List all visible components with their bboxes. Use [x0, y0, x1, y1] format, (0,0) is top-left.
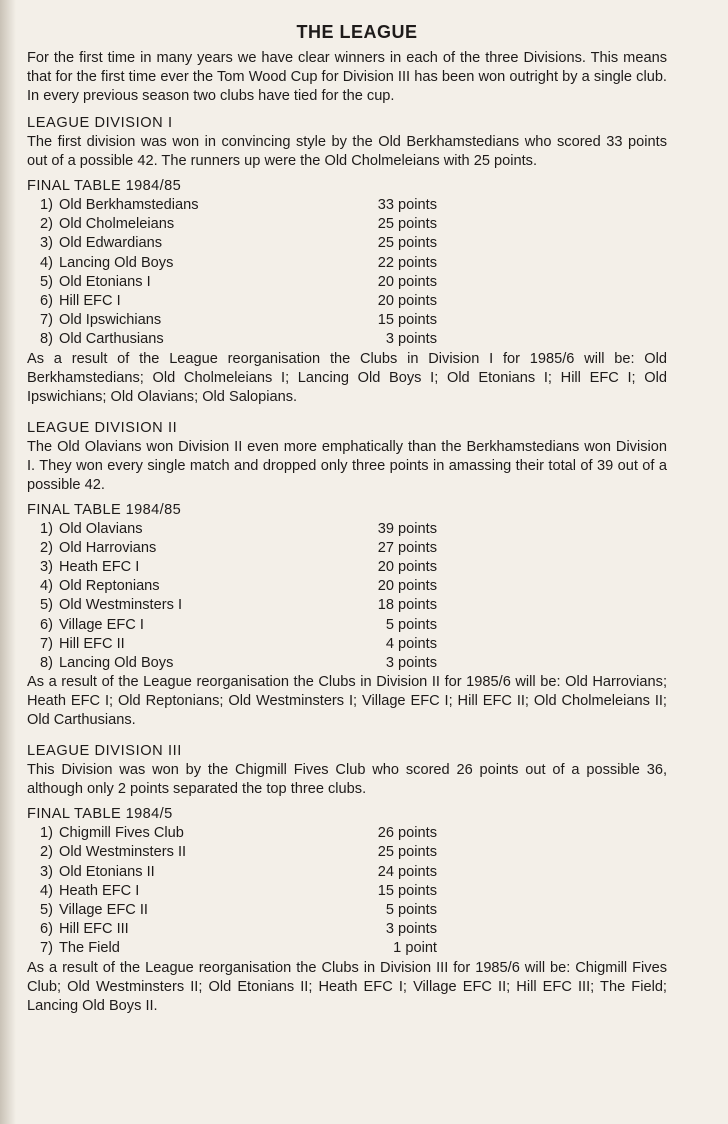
table-row [27, 196, 437, 215]
table-position: 4) [40, 882, 53, 899]
table-club: Hill EFC III [59, 921, 129, 938]
table-club: Old Etonians II [59, 863, 155, 880]
table-row [27, 843, 437, 862]
table-points: 5 points [385, 902, 437, 919]
table-points: 18 points [377, 597, 437, 614]
division-3-section [27, 742, 667, 1015]
table-points: 1 point [393, 940, 437, 957]
table-points: 20 points [377, 293, 437, 310]
table-row [27, 577, 437, 596]
table-club: Old Etonians I [59, 273, 151, 290]
table-points: 25 points [377, 235, 437, 252]
table-points: 5 points [385, 616, 437, 633]
table-position: 8) [40, 655, 53, 672]
division-summary: The Old Olavians won Division II even more emphatically than the Berkhamstedians won Division I. They won every single match and dropped only three points in amassing their total of 39 out of a possible 42. [27, 438, 667, 493]
table-club: Old Berkhamstedians [59, 197, 199, 213]
table-club: Hill EFC I [59, 293, 121, 310]
table-row [27, 616, 437, 635]
final-table [27, 824, 437, 958]
table-club: Hill EFC II [59, 635, 125, 652]
final-table [27, 520, 437, 674]
table-position: 7) [40, 312, 53, 329]
table-row [27, 901, 437, 920]
table-position: 3) [40, 863, 53, 880]
table-club: Old Westminsters II [59, 844, 187, 861]
table-position: 4) [40, 578, 53, 595]
table-club: Old Cholmeleians [59, 216, 175, 233]
table-position: 3) [40, 235, 53, 252]
table-club: Old Olavians [59, 520, 143, 537]
table-club: Chigmill Fives Club [59, 825, 184, 842]
table-club: Village EFC I [59, 616, 144, 633]
page-title: THE LEAGUE [296, 22, 418, 42]
division-heading: LEAGUE DIVISION III [27, 743, 182, 760]
reorganisation-paragraph: As a result of the League reorganisation the Clubs in Division III for 1985/6 will be: Chigmill Fives Club; Old Westminsters II; Old Etonians II; Heath EFC I; Village EFC II; Hill EFC III; The Field; Lancing Old Boys II. [27, 959, 667, 1014]
table-position: 1) [40, 197, 53, 213]
table-points: 3 points [385, 921, 437, 938]
table-points: 22 points [377, 254, 437, 271]
table-club: Heath EFC I [59, 559, 140, 576]
table-row [27, 520, 437, 539]
table-points: 3 points [385, 331, 437, 348]
table-row [27, 863, 437, 882]
table-position: 1) [40, 825, 53, 842]
table-row [27, 254, 437, 273]
reorganisation-paragraph: As a result of the League reorganisation the Clubs in Division II for 1985/6 will be: Old Harrovians; Heath EFC I; Old Reptonians; Old Westminsters I; Village EFC I; Hill EFC II; Old Cholmeleians II; Old Carthusians. [27, 674, 667, 729]
table-points: 25 points [377, 844, 437, 861]
table-row [27, 234, 437, 253]
table-position: 2) [40, 216, 53, 233]
table-points: 26 points [377, 825, 437, 842]
table-position: 2) [40, 539, 53, 556]
table-row [27, 920, 437, 939]
table-club: Village EFC II [59, 902, 148, 919]
table-points: 20 points [377, 273, 437, 290]
table-row [27, 635, 437, 654]
table-row [27, 654, 437, 673]
table-row [27, 539, 437, 558]
table-row [27, 330, 437, 349]
table-points: 24 points [377, 863, 437, 880]
table-points: 4 points [385, 635, 437, 652]
table-club: Old Ipswichians [59, 312, 162, 329]
table-points: 15 points [377, 882, 437, 899]
table-club: Old Reptonians [59, 578, 160, 595]
table-club: Old Westminsters I [59, 597, 182, 614]
table-row [27, 311, 437, 330]
table-position: 8) [40, 331, 53, 348]
table-row [27, 292, 437, 311]
table-position: 3) [40, 559, 53, 576]
reorganisation-paragraph: As a result of the League reorganisation the Clubs in Division I for 1985/6 will be: Old Berkhamstedians; Old Cholmeleians I; Lancing Old Boys I; Old Etonians I; Hill EFC I; Old Ipswichians; Old Olavians; Old Salopians. [27, 350, 667, 405]
table-position: 5) [40, 902, 53, 919]
table-position: 1) [40, 520, 53, 537]
table-position: 5) [40, 273, 53, 290]
table-position: 6) [40, 921, 53, 938]
table-club: Heath EFC I [59, 882, 140, 899]
article [27, 22, 667, 1016]
division-heading: LEAGUE DIVISION I [27, 115, 173, 131]
table-position: 4) [40, 254, 53, 271]
final-table-title: FINAL TABLE 1984/85 [27, 501, 182, 518]
division-2-section [27, 419, 667, 731]
table-row [27, 215, 437, 234]
table-points: 15 points [377, 312, 437, 329]
table-row [27, 558, 437, 577]
table-position: 7) [40, 940, 53, 957]
table-points: 39 points [377, 520, 437, 537]
table-position: 6) [40, 616, 53, 633]
final-table [27, 196, 437, 350]
table-club: Old Carthusians [59, 331, 164, 348]
table-club: Lancing Old Boys [59, 254, 174, 271]
table-row [27, 882, 437, 901]
division-summary: This Division was won by the Chigmill Fives Club who scored 26 points out of a possible 36, although only 2 points separated the top three clubs. [27, 762, 667, 798]
division-summary: The first division was won in convincing style by the Old Berkhamstedians who scored 33 points out of a possible 42. The runners up were the Old Cholmeleians with 25 points. [27, 134, 667, 169]
final-table-title: FINAL TABLE 1984/5 [27, 806, 173, 823]
table-position: 7) [40, 635, 53, 652]
table-points: 20 points [377, 578, 437, 595]
table-row [27, 824, 437, 843]
table-points: 27 points [377, 539, 437, 556]
table-position: 6) [40, 293, 53, 310]
intro-paragraph: For the first time in many years we have clear winners in each of the three Divisions. This means that for the first time ever the Tom Wood Cup for Division III has been won outright by a single club. In every previous season two clubs have tied for the cup. [27, 50, 667, 104]
table-points: 33 points [377, 197, 437, 213]
final-table-title: FINAL TABLE 1984/85 [27, 178, 182, 194]
table-club: Lancing Old Boys [59, 655, 174, 672]
table-club: Old Harrovians [59, 539, 157, 556]
table-row [27, 596, 437, 615]
table-row [27, 273, 437, 292]
table-position: 5) [40, 597, 53, 614]
table-points: 25 points [377, 216, 437, 233]
table-club: The Field [59, 940, 120, 957]
table-club: Old Edwardians [59, 235, 163, 252]
division-heading: LEAGUE DIVISION II [27, 419, 178, 436]
table-points: 20 points [377, 559, 437, 576]
table-points: 3 points [385, 655, 437, 672]
table-position: 2) [40, 844, 53, 861]
division-1-section [27, 114, 667, 407]
table-row [27, 939, 437, 958]
